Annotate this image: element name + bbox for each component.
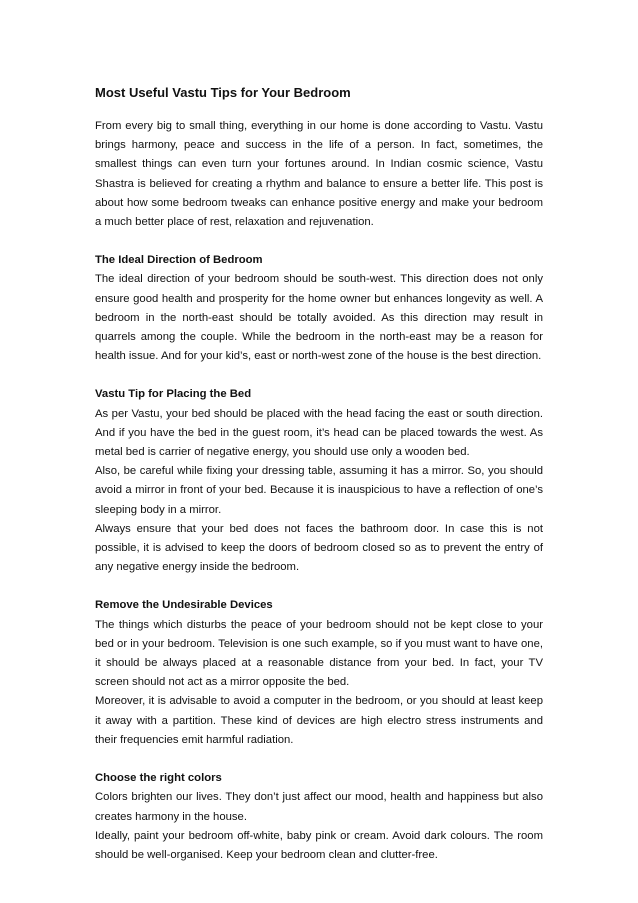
section-paragraph: Colors brighten our lives. They don’t just affect our mood, health and happiness but also creates harmony in the house. (95, 791, 543, 823)
section-heading: Vastu Tip for Placing the Bed (95, 388, 252, 401)
section-paragraph: Always ensure that your bed does not faces the bathroom door. In case this is not possible, it is advised to keep the doors of bedroom closed so as to prevent the entry of any negative energy inside the bedroom. (95, 522, 543, 574)
section-right-colors (95, 769, 543, 865)
section-heading: Remove the Undesirable Devices (95, 599, 273, 612)
section-heading: The Ideal Direction of Bedroom (95, 254, 263, 267)
section-paragraph: The things which disturbs the peace of your bedroom should not be kept close to your bed or in your bedroom. Television is one such example, so if you must want to have one, it should be always placed at a reasonable distance from your bed. In fact, your TV screen should not act as a mirror opposite the bed. (95, 618, 543, 689)
section-paragraph: Moreover, it is advisable to avoid a computer in the bedroom, or you should at least keep it away with a partition. These kind of devices are high electro stress instruments and their frequencies emit harmful radiation. (95, 695, 543, 746)
document-page (95, 84, 543, 884)
section-undesirable-devices (95, 596, 543, 750)
section-ideal-direction (95, 251, 543, 366)
section-paragraph: Also, be careful while fixing your dressing table, assuming it has a mirror. So, you should avoid a mirror in front of your bed. Because it is inauspicious to have a reflection of one’s sleeping body in a mirror. (95, 465, 543, 516)
intro-section (95, 117, 543, 232)
section-placing-bed (95, 385, 543, 577)
intro-paragraph: From every big to small thing, everything in our home is done according to Vastu. Vastu brings harmony, peace and success in the life of a person. In fact, sometimes, the smallest things can even turn your fortunes around. In Indian cosmic science, Vastu Shastra is believed for creating a rhythm and balance to ensure a better life. This post is about how some bedroom tweaks can enhance positive energy and make your bedroom a much better place of rest, relaxation and rejuvenation. (95, 120, 543, 229)
document-title: Most Useful Vastu Tips for Your Bedroom (95, 85, 351, 100)
section-heading: Choose the right colors (95, 772, 222, 785)
section-paragraph: The ideal direction of your bedroom should be south-west. This direction does not only ensure good health and prosperity for the home owner but enhances longevity as well. A bedroom in the north-east should be totally avoided. As this direction may result in quarrels among the couple. While the bedroom in the north-east may be a reason for health issue. And for your kid’s, east or north-west zone of the house is the best direction. (95, 273, 543, 363)
section-paragraph: Ideally, paint your bedroom off-white, baby pink or cream. Avoid dark colours. The room should be well-organised. Keep your bedroom clean and clutter-free. (95, 829, 543, 861)
section-paragraph: As per Vastu, your bed should be placed with the head facing the east or south direction. And if you have the bed in the guest room, it’s head can be placed towards the west. As metal bed is carrier of negative energy, you should use only a wooden bed. (95, 407, 543, 459)
